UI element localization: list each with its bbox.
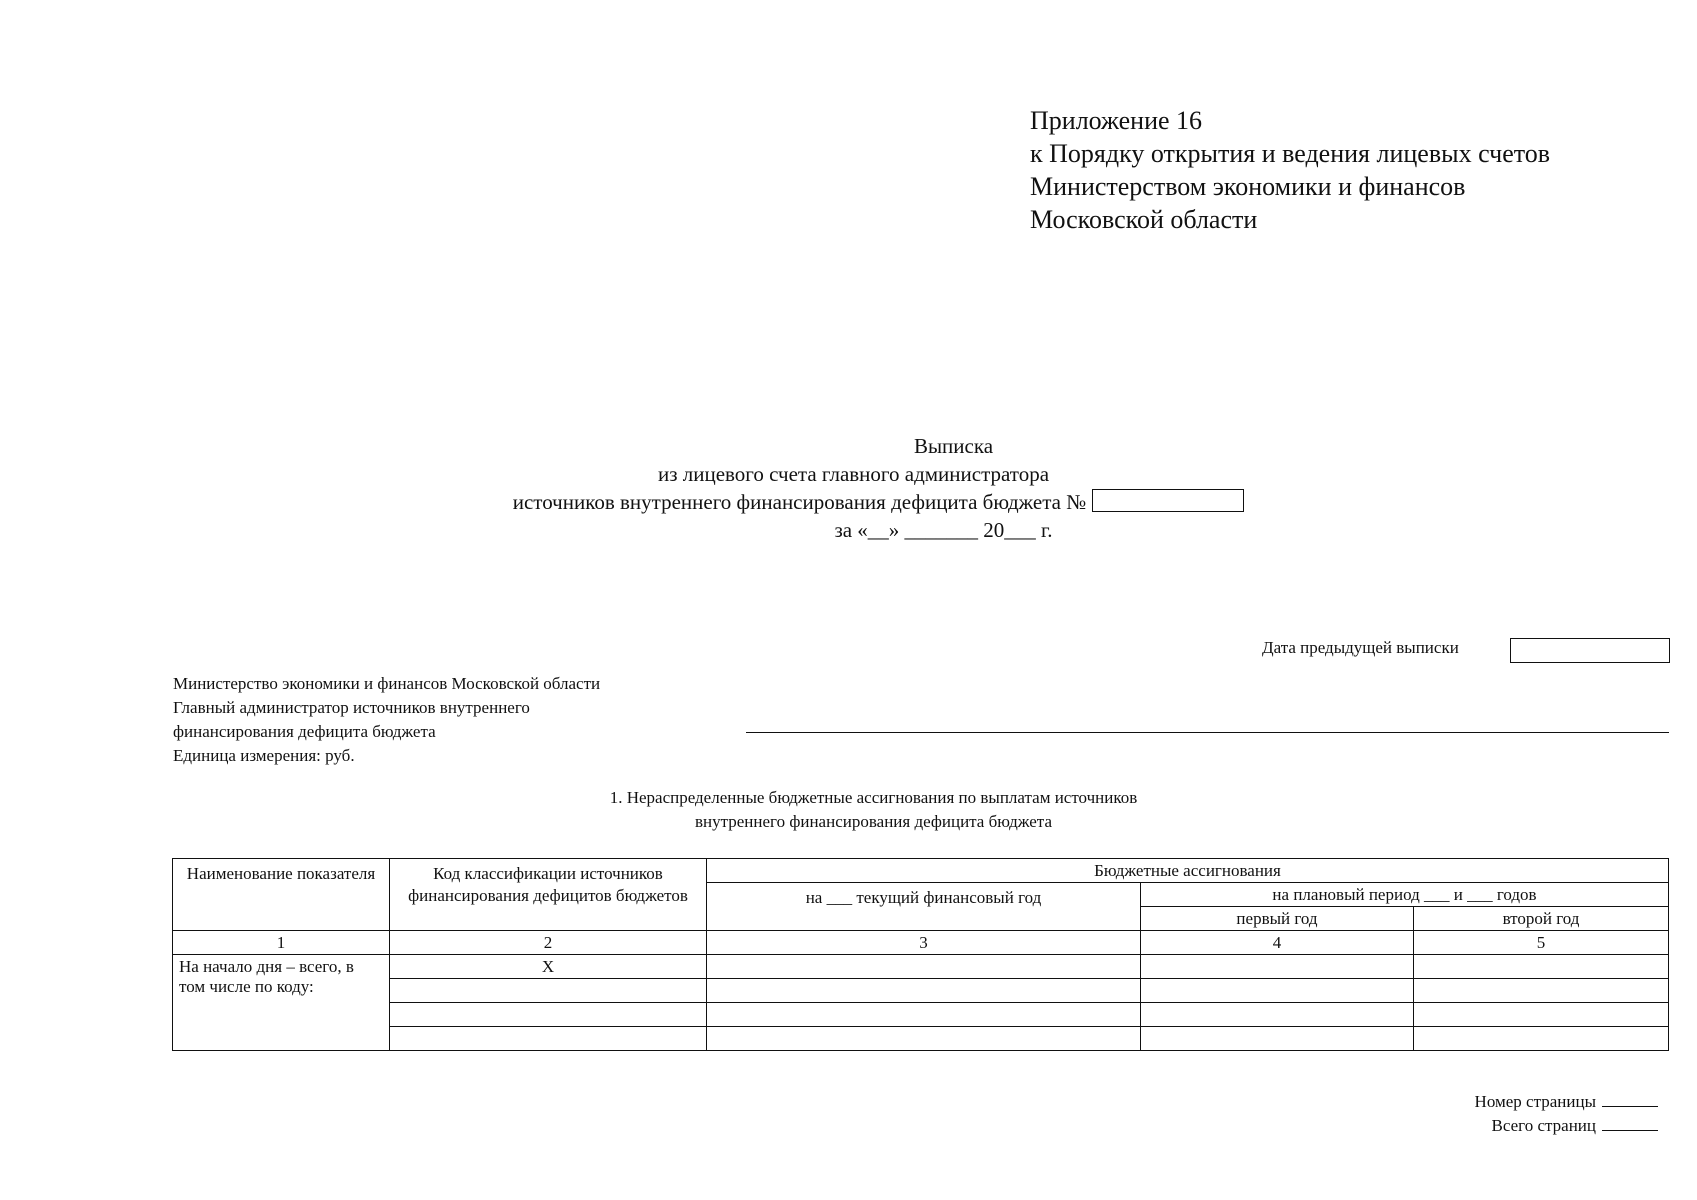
table-cell[interactable] bbox=[1414, 1027, 1669, 1051]
total-pages-field[interactable] bbox=[1602, 1114, 1658, 1131]
column-number: 5 bbox=[1414, 931, 1669, 955]
previous-statement-label: Дата предыдущей выписки bbox=[1262, 638, 1459, 657]
header-first-year: первый год bbox=[1141, 907, 1414, 931]
table-cell[interactable] bbox=[1141, 1003, 1414, 1027]
document-title bbox=[0, 432, 1697, 544]
table-row bbox=[173, 1027, 1669, 1051]
section-title-line-1: 1. Нераспределенные бюджетные ассигнования по выплатам источников bbox=[609, 788, 1138, 807]
organization-block bbox=[173, 672, 600, 768]
header-planned-period: на плановый период ___ и ___ годов bbox=[1141, 883, 1669, 907]
title-line-3 bbox=[60, 488, 1697, 516]
organization-line: Главный администратор источников внутреннего bbox=[173, 698, 530, 717]
appendix-header bbox=[1030, 104, 1550, 236]
table-cell[interactable] bbox=[1141, 955, 1414, 979]
title-line-1: Выписка bbox=[913, 434, 994, 458]
page-number-line bbox=[1390, 1090, 1658, 1114]
header-current-year: на ___ текущий финансовый год bbox=[707, 883, 1141, 931]
table-cell[interactable] bbox=[707, 979, 1141, 1003]
statement-number-field[interactable] bbox=[1092, 489, 1244, 512]
budget-allocations-table bbox=[172, 858, 1669, 1051]
header-budget-allocations: Бюджетные ассигнования bbox=[707, 859, 1669, 883]
table-row bbox=[173, 1003, 1669, 1027]
table-row bbox=[173, 955, 1669, 979]
administrator-signature-line[interactable] bbox=[746, 732, 1669, 733]
column-number: 4 bbox=[1141, 931, 1414, 955]
organization-line: Единица измерения: руб. bbox=[173, 746, 355, 765]
appendix-line: Московской области bbox=[1030, 205, 1258, 234]
total-pages-label: Всего страниц bbox=[1491, 1116, 1596, 1135]
column-number: 3 bbox=[707, 931, 1141, 955]
header-indicator-name: Наименование показателя bbox=[173, 859, 390, 931]
table-cell[interactable] bbox=[707, 1027, 1141, 1051]
table-cell[interactable] bbox=[1414, 955, 1669, 979]
page-number-field[interactable] bbox=[1602, 1090, 1658, 1107]
appendix-line: Министерством экономики и финансов bbox=[1030, 172, 1466, 201]
section-title-line-2: внутреннего финансирования дефицита бюджета bbox=[695, 812, 1052, 831]
previous-statement-date-field[interactable] bbox=[1510, 638, 1670, 663]
appendix-line: к Порядку открытия и ведения лицевых счетов bbox=[1030, 139, 1551, 168]
row-code-mark: X bbox=[390, 955, 707, 979]
organization-line: финансирования дефицита бюджета bbox=[173, 722, 436, 741]
table-row bbox=[173, 979, 1669, 1003]
table-cell[interactable] bbox=[707, 955, 1141, 979]
header-classification-code: Код классификации источников финансирования дефицитов бюджетов bbox=[390, 859, 707, 931]
table-cell[interactable] bbox=[390, 1027, 707, 1051]
table-cell[interactable] bbox=[1414, 979, 1669, 1003]
title-line-3-text: источников внутреннего финансирования дефицита бюджета № bbox=[512, 490, 1087, 514]
row-label-start-of-day: На начало дня – всего, в том числе по коду: bbox=[173, 955, 390, 1051]
page-counter bbox=[1390, 1090, 1658, 1138]
title-date-line: за «__» _______ 20___ г. bbox=[834, 518, 1053, 542]
table-cell[interactable] bbox=[707, 1003, 1141, 1027]
page-number-label: Номер страницы bbox=[1474, 1092, 1596, 1111]
table-cell[interactable] bbox=[1414, 1003, 1669, 1027]
organization-line: Министерство экономики и финансов Московской области bbox=[173, 674, 601, 693]
table-cell[interactable] bbox=[1141, 1027, 1414, 1051]
column-number: 2 bbox=[390, 931, 707, 955]
table-cell[interactable] bbox=[390, 979, 707, 1003]
section-title bbox=[0, 786, 1697, 834]
table-cell[interactable] bbox=[1141, 979, 1414, 1003]
title-line-2: из лицевого счета главного администратора bbox=[657, 462, 1050, 486]
header-second-year: второй год bbox=[1414, 907, 1669, 931]
total-pages-line bbox=[1390, 1114, 1658, 1138]
column-number: 1 bbox=[173, 931, 390, 955]
appendix-line: Приложение 16 bbox=[1030, 106, 1203, 135]
table-cell[interactable] bbox=[390, 1003, 707, 1027]
